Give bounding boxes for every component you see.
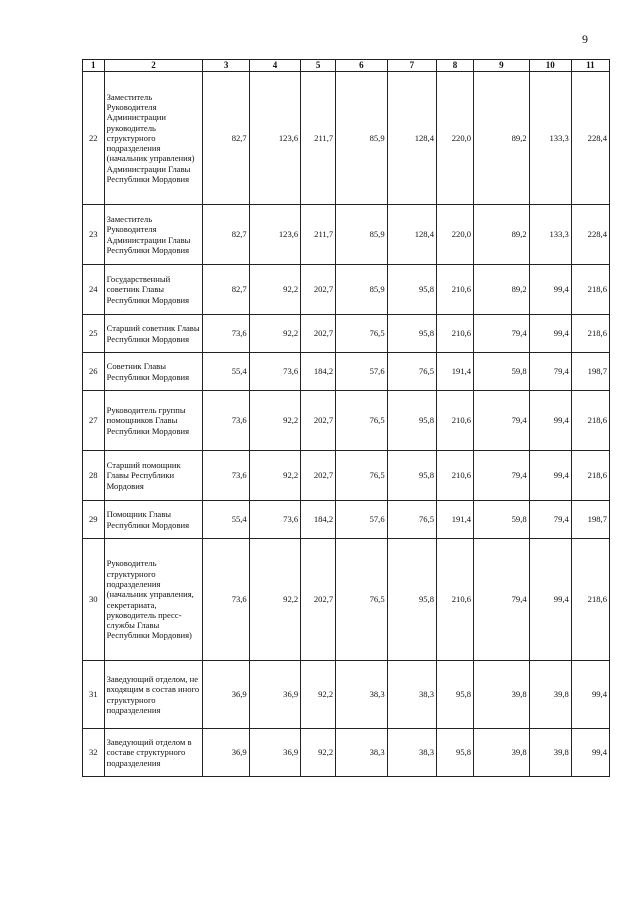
value-cell: 85,9 (336, 72, 387, 205)
row-number: 31 (83, 661, 105, 729)
column-header: 9 (474, 60, 530, 72)
column-header: 8 (437, 60, 474, 72)
row-number: 27 (83, 391, 105, 451)
value-cell: 59,8 (474, 501, 530, 539)
value-cell: 38,3 (336, 729, 387, 777)
row-number: 30 (83, 539, 105, 661)
table-row (83, 451, 610, 501)
value-cell: 123,6 (249, 72, 300, 205)
value-cell: 39,8 (529, 729, 571, 777)
value-cell: 128,4 (387, 72, 436, 205)
column-header: 3 (203, 60, 249, 72)
value-cell: 92,2 (249, 451, 300, 501)
value-cell: 92,2 (301, 661, 336, 729)
value-cell: 89,2 (474, 265, 530, 315)
value-cell: 210,6 (437, 315, 474, 353)
value-cell: 202,7 (301, 265, 336, 315)
value-cell: 133,3 (529, 72, 571, 205)
value-cell: 82,7 (203, 72, 249, 205)
position-title: Советник Главы Республики Мордовия (104, 353, 203, 391)
value-cell: 79,4 (474, 315, 530, 353)
table-row (83, 353, 610, 391)
value-cell: 99,4 (529, 391, 571, 451)
value-cell: 79,4 (529, 501, 571, 539)
row-number: 24 (83, 265, 105, 315)
value-cell: 95,8 (387, 539, 436, 661)
column-header: 6 (336, 60, 387, 72)
value-cell: 202,7 (301, 315, 336, 353)
value-cell: 73,6 (249, 501, 300, 539)
row-number: 32 (83, 729, 105, 777)
value-cell: 79,4 (474, 539, 530, 661)
value-cell: 55,4 (203, 501, 249, 539)
value-cell: 198,7 (571, 501, 609, 539)
position-title: Помощник Главы Республики Мордовия (104, 501, 203, 539)
value-cell: 211,7 (301, 205, 336, 265)
value-cell: 228,4 (571, 72, 609, 205)
table-row (83, 501, 610, 539)
value-cell: 218,6 (571, 539, 609, 661)
value-cell: 89,2 (474, 72, 530, 205)
value-cell: 76,5 (336, 451, 387, 501)
salary-table (82, 59, 610, 777)
value-cell: 73,6 (203, 391, 249, 451)
value-cell: 55,4 (203, 353, 249, 391)
value-cell: 79,4 (474, 451, 530, 501)
page-number: 9 (582, 32, 588, 46)
value-cell: 99,4 (529, 539, 571, 661)
value-cell: 198,7 (571, 353, 609, 391)
value-cell: 99,4 (571, 661, 609, 729)
row-number: 25 (83, 315, 105, 353)
value-cell: 73,6 (203, 451, 249, 501)
value-cell: 36,9 (203, 661, 249, 729)
row-number: 29 (83, 501, 105, 539)
value-cell: 128,4 (387, 205, 436, 265)
value-cell: 220,0 (437, 205, 474, 265)
value-cell: 76,5 (336, 539, 387, 661)
column-header: 2 (104, 60, 203, 72)
value-cell: 38,3 (387, 729, 436, 777)
value-cell: 92,2 (249, 539, 300, 661)
value-cell: 39,8 (529, 661, 571, 729)
value-cell: 202,7 (301, 451, 336, 501)
value-cell: 184,2 (301, 501, 336, 539)
value-cell: 73,6 (203, 539, 249, 661)
value-cell: 95,8 (437, 661, 474, 729)
value-cell: 92,2 (249, 315, 300, 353)
value-cell: 218,6 (571, 451, 609, 501)
column-header: 7 (387, 60, 436, 72)
column-header: 5 (301, 60, 336, 72)
value-cell: 76,5 (387, 501, 436, 539)
value-cell: 59,8 (474, 353, 530, 391)
value-cell: 95,8 (437, 729, 474, 777)
table-row (83, 539, 610, 661)
value-cell: 218,6 (571, 265, 609, 315)
position-title: Государственный советник Главы Республики Мордовия (104, 265, 203, 315)
value-cell: 99,4 (529, 265, 571, 315)
value-cell: 210,6 (437, 451, 474, 501)
value-cell: 82,7 (203, 205, 249, 265)
value-cell: 95,8 (387, 391, 436, 451)
value-cell: 92,2 (249, 391, 300, 451)
value-cell: 95,8 (387, 265, 436, 315)
row-number: 26 (83, 353, 105, 391)
position-title: Заместитель Руководителя Администрации Главы Республики Мордовия (104, 205, 203, 265)
value-cell: 95,8 (387, 451, 436, 501)
value-cell: 202,7 (301, 539, 336, 661)
position-title: Заведующий отделом в составе структурного подразделения (104, 729, 203, 777)
value-cell: 211,7 (301, 72, 336, 205)
value-cell: 210,6 (437, 265, 474, 315)
value-cell: 92,2 (249, 265, 300, 315)
value-cell: 202,7 (301, 391, 336, 451)
value-cell: 57,6 (336, 501, 387, 539)
value-cell: 123,6 (249, 205, 300, 265)
column-header: 10 (529, 60, 571, 72)
position-title: Руководитель группы помощников Главы Республики Мордовия (104, 391, 203, 451)
value-cell: 38,3 (387, 661, 436, 729)
value-cell: 79,4 (474, 391, 530, 451)
table-row (83, 205, 610, 265)
value-cell: 218,6 (571, 391, 609, 451)
row-number: 28 (83, 451, 105, 501)
value-cell: 73,6 (203, 315, 249, 353)
table-row (83, 72, 610, 205)
value-cell: 57,6 (336, 353, 387, 391)
value-cell: 36,9 (249, 661, 300, 729)
position-title: Руководитель структурного подразделения (начальник управления, секретариата, руководитель пресс-службы Главы Республики Мордовия) (104, 539, 203, 661)
value-cell: 36,9 (249, 729, 300, 777)
table-row (83, 315, 610, 353)
value-cell: 38,3 (336, 661, 387, 729)
column-header: 4 (249, 60, 300, 72)
value-cell: 133,3 (529, 205, 571, 265)
value-cell: 85,9 (336, 205, 387, 265)
position-title: Заведующий отделом, не входящим в состав иного структурного подразделения (104, 661, 203, 729)
value-cell: 92,2 (301, 729, 336, 777)
value-cell: 210,6 (437, 391, 474, 451)
value-cell: 220,0 (437, 72, 474, 205)
column-header: 1 (83, 60, 105, 72)
value-cell: 99,4 (529, 315, 571, 353)
value-cell: 76,5 (336, 315, 387, 353)
value-cell: 95,8 (387, 315, 436, 353)
position-title: Заместитель Руководителя Администрации руководитель структурного подразделения (начальник управления) Администрации Главы Республики Мордовия (104, 72, 203, 205)
value-cell: 76,5 (336, 391, 387, 451)
value-cell: 191,4 (437, 353, 474, 391)
value-cell: 82,7 (203, 265, 249, 315)
value-cell: 99,4 (529, 451, 571, 501)
value-cell: 36,9 (203, 729, 249, 777)
value-cell: 191,4 (437, 501, 474, 539)
value-cell: 228,4 (571, 205, 609, 265)
value-cell: 39,8 (474, 661, 530, 729)
table-row (83, 391, 610, 451)
row-number: 22 (83, 72, 105, 205)
column-header: 11 (571, 60, 609, 72)
table-row (83, 729, 610, 777)
value-cell: 210,6 (437, 539, 474, 661)
value-cell: 73,6 (249, 353, 300, 391)
table-row (83, 661, 610, 729)
header-row (83, 60, 610, 72)
value-cell: 184,2 (301, 353, 336, 391)
position-title: Старший помощник Главы Республики Мордовия (104, 451, 203, 501)
value-cell: 39,8 (474, 729, 530, 777)
value-cell: 79,4 (529, 353, 571, 391)
value-cell: 85,9 (336, 265, 387, 315)
position-title: Старший советник Главы Республики Мордовия (104, 315, 203, 353)
value-cell: 89,2 (474, 205, 530, 265)
value-cell: 76,5 (387, 353, 436, 391)
value-cell: 99,4 (571, 729, 609, 777)
table-row (83, 265, 610, 315)
value-cell: 218,6 (571, 315, 609, 353)
row-number: 23 (83, 205, 105, 265)
